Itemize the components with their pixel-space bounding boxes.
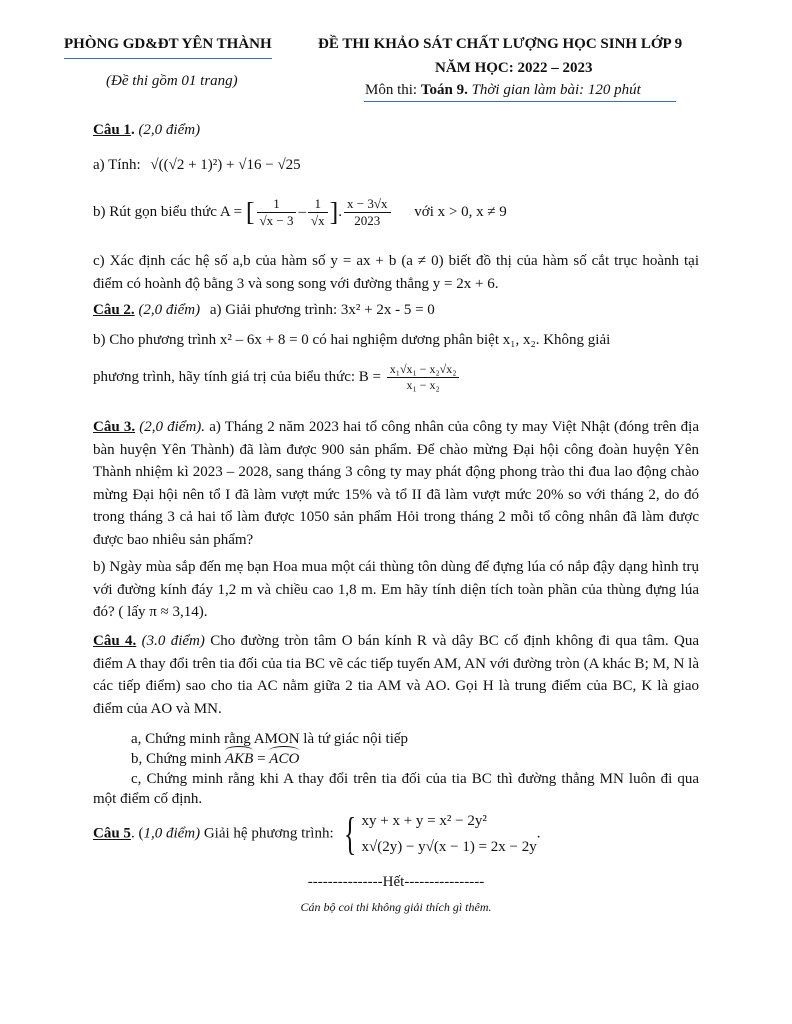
equation-2: x√(2y) − y√(x − 1) = 2x − 2y bbox=[361, 839, 537, 855]
q5-block: Câu 5. (1,0 điểm) Giải hệ phương trình: { xy + x + y = x² − 2y² x√(2y) − y√(x − 1) = 2x − 2y . bbox=[93, 808, 541, 859]
equation-1: xy + x + y = x² − 2y² bbox=[361, 813, 487, 829]
arc-akb: AKB bbox=[224, 751, 254, 767]
system-brace: { bbox=[344, 808, 357, 859]
q3-part-b: b) Ngày mùa sắp đến mẹ bạn Hoa mua một cái thùng tôn dùng để đựng lúa có nắp đậy dạng hình trụ với đường kính đáy 1,2 m và chiều cao 1,8 m. Em hãy tính diện tích toàn phần của thùng đựng lúa đó? ( lấy π ≈ 3,14). bbox=[93, 559, 699, 620]
q2-heading: Câu 2. (2,0 điểm) a) Giải phương trình: 3x² + 2x - 5 = 0 bbox=[93, 302, 435, 318]
school-year: NĂM HỌC: 2022 – 2023 bbox=[435, 60, 593, 76]
q3-part-a: Câu 3. (2,0 điểm). a) Tháng 2 năm 2023 hai tổ công nhân của công ty may Việt Nhật (đóng trên địa bàn huyện Yên Thành) đã làm được 900 sản phẩm. Để chào mừng Đại hội công đoàn huyện Yên Thành nhiệm kì 2023 – 2028, sang tháng 3 công ty may phát động phong trào thi đua lao động chào mừng Đại hội nên tổ I đã làm vượt mức 15% và tổ II đã làm vượt mức 20% so với tháng 2, do đó trong tháng 3 cả hai tổ làm được 1050 sản phẩm Hỏi trong tháng 2 mỗi tổ công nhân đã làm được được bao nhiêu sản phẩm? bbox=[93, 419, 699, 548]
department-underline bbox=[64, 58, 272, 59]
subject-underline bbox=[364, 101, 676, 102]
subject-line: Môn thi: Toán 9. Thời gian làm bài: 120 phút bbox=[365, 82, 641, 98]
q1-part-a: a) Tính: √((√2 + 1)²) + √16 − √25 bbox=[93, 157, 301, 173]
q2-part-b-line1: b) Cho phương trình x² – 6x + 8 = 0 có hai nghiệm dương phân biệt x₁, x₂. Không giải bbox=[93, 332, 611, 348]
q2-part-a: a) Giải phương trình: 3x² + 2x - 5 = 0 bbox=[209, 302, 435, 318]
q1-b-condition: với x > 0, x ≠ 9 bbox=[414, 203, 507, 220]
q1-part-b: b) Rút gọn biểu thức A = [ $\frac{1}{√x - 3}$ – $\frac{1}{√x}$ ]. $\frac{x - 3√x}{2023}$ với x > 0, x ≠ 9 bbox=[93, 196, 507, 228]
department-title: PHÒNG GD&ĐT YÊN THÀNH bbox=[64, 36, 272, 52]
page-count-note: (Đề thi gồm 01 trang) bbox=[106, 73, 238, 89]
q4-part-a: a, Chứng minh rằng AMON là tứ giác nội tiếp bbox=[131, 731, 409, 747]
q1-a-expression: √((√2 + 1)²) + √16 − √25 bbox=[150, 157, 301, 173]
arc-aco: ACO bbox=[269, 751, 300, 767]
q2-expression-b: $\frac{\text{x₁√x₁ − x₂√x₂}}{\text{x₁ − x₂}}$ bbox=[387, 362, 460, 393]
end-marker: ---------------Hết---------------- bbox=[307, 874, 485, 890]
q1-part-c: c) Xác định các hệ số a,b của hàm số y = ax + b (a ≠ 0) biết đồ thị của hàm số cắt trục hoành tại điểm có hoành độ bằng 3 và song song với đường thẳng y = 2x + 6. bbox=[93, 253, 699, 292]
exam-title: ĐỀ THI KHẢO SÁT CHẤT LƯỢNG HỌC SINH LỚP 9 bbox=[318, 36, 683, 52]
q4-part-b: b, Chứng minh AKB = ACO bbox=[131, 751, 300, 767]
q1-heading: Câu 1. (2,0 điểm) bbox=[93, 122, 201, 138]
q4-part-c: c, Chứng minh rằng khi A thay đổi trên tia đối của tia BC thì đường thẳng MN luôn đi qua một điểm cố định. bbox=[93, 771, 699, 807]
q4-statement: Câu 4. (3.0 điểm) Cho đường tròn tâm O bán kính R và dây BC cố định không đi qua tâm. Qua điểm A thay đổi trên tia đối của tia BC vẽ các tiếp tuyến AM, AN với đường tròn (A khác B; M, N là các tiếp điểm) sao cho tia AC nằm giữa 2 tia AM và AO. Gọi H là trung điểm của BC, K là giao điểm của AO và MN. bbox=[93, 633, 699, 717]
invigilator-note: Cán bộ coi thi không giải thích gì thêm. bbox=[300, 900, 492, 914]
q2-part-b-line2: phương trình, hãy tính giá trị của biểu thức: B = $\frac{\text{x₁√x₁ − x₂√x₂}}{\text{x₁ − x₂}}$ bbox=[93, 362, 461, 393]
equation-system bbox=[361, 808, 536, 860]
